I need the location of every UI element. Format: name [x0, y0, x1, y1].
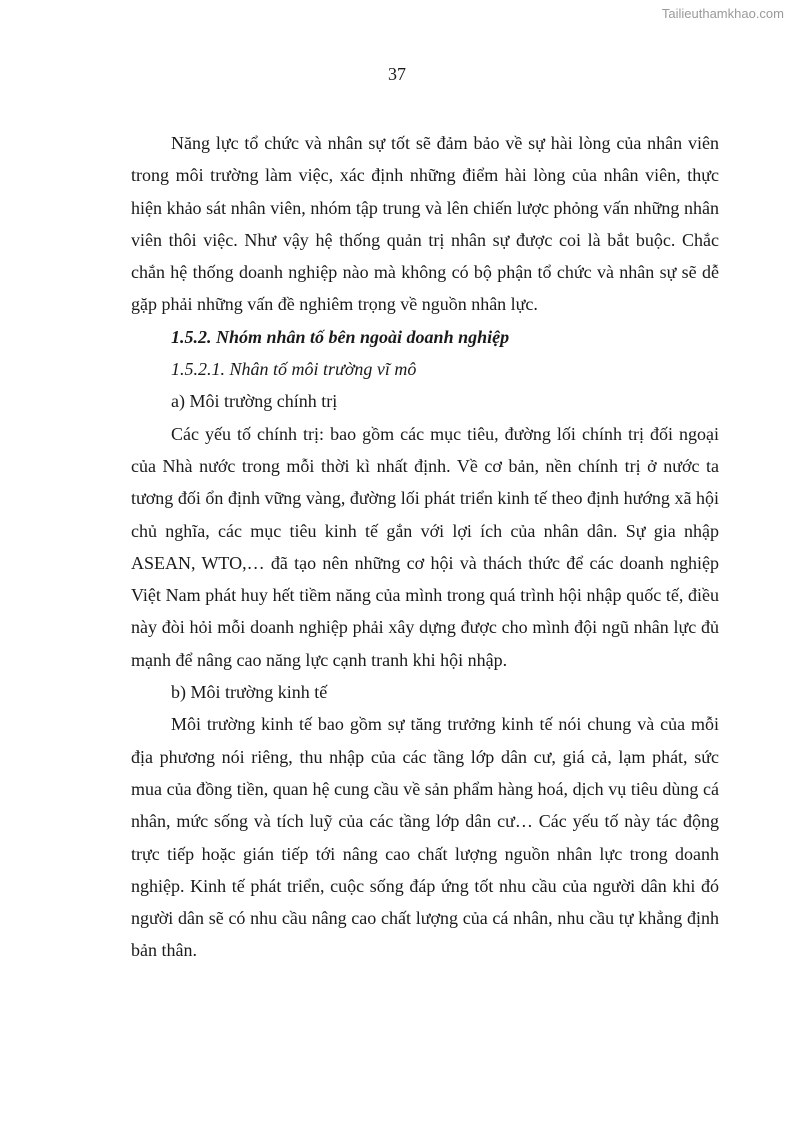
paragraph-economic-factors: Môi trường kinh tế bao gồm sự tăng trưởng kinh tế nói chung và của mỗi địa phương nói riêng, thu nhập của các tầng lớp dân cư, giá cả, lạm phát, sức mua của đồng tiền, quan hệ cung cầu về sản phẩm hàng hoá, dịch vụ tiêu dùng cá nhân, mức sống và tích luỹ của các tầng lớp dân cư… Các yếu tố này tác động trực tiếp hoặc gián tiếp tới nâng cao chất lượng nguồn nhân lực trong doanh nghiệp. Kinh tế phát triển, cuộc sống đáp ứng tốt nhu cầu của người dân khi đó người dân sẽ có nhu cầu nâng cao chất lượng của cá nhân, nhu cầu tự khẳng định bản thân.: [131, 714, 719, 961]
document-body: [131, 127, 719, 967]
page-number: 37: [388, 64, 406, 84]
paragraph-political-factors: Các yếu tố chính trị: bao gồm các mục tiêu, đường lối chính trị đối ngoại của Nhà nước trong mỗi thời kì nhất định. Về cơ bản, nền chính trị ở nước ta tương đối ổn định vững vàng, đường lối phát triển kinh tế theo định hướng xã hội chủ nghĩa, các mục tiêu kinh tế gắn với lợi ích của nhân dân. Sự gia nhập ASEAN, WTO,… đã tạo nên những cơ hội và thách thức để các doanh nghiệp Việt Nam phát huy hết tiềm năng của mình trong quá trình hội nhập quốc tế, điều này đòi hỏi mỗi doanh nghiệp phải xây dựng được cho mình đội ngũ nhân lực đủ mạnh để nâng cao năng lực cạnh tranh khi hội nhập.: [131, 423, 719, 670]
paragraph-organization-hr: Năng lực tổ chức và nhân sự tốt sẽ đảm bảo về sự hài lòng của nhân viên trong môi trường làm việc, xác định những điểm hài lòng của nhân viên, thực hiện khảo sát nhân viên, nhóm tập trung và lên chiến lược phỏng vấn những nhân viên thôi việc. Như vậy hệ thống quản trị nhân sự được coi là bắt buộc. Chắc chắn hệ thống doanh nghiệp nào mà không có bộ phận tổ chức và nhân sự sẽ dễ gặp phải những vấn đề nghiêm trọng về nguồn nhân lực.: [131, 133, 719, 315]
subheading-economic-environment: b) Môi trường kinh tế: [171, 682, 328, 703]
watermark: Tailieuthamkhao.com: [661, 6, 784, 21]
section-heading-1-5-2-1: 1.5.2.1. Nhân tố môi trường vĩ mô: [171, 359, 417, 380]
section-heading-1-5-2: 1.5.2. Nhóm nhân tố bên ngoài doanh nghiệp: [171, 326, 510, 347]
subheading-political-environment: a) Môi trường chính trị: [171, 391, 338, 412]
